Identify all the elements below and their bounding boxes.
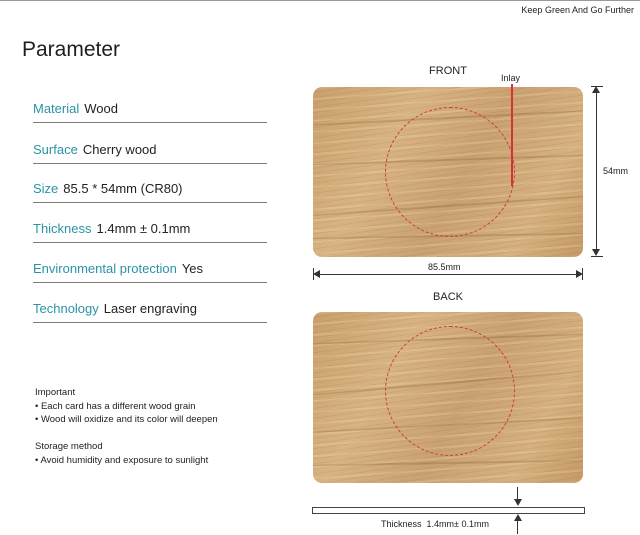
param-value: 1.4mm ± 0.1mm <box>96 221 191 236</box>
param-label: Technology <box>33 301 99 316</box>
thickness-arrow-up-icon <box>514 514 522 521</box>
param-label: Material <box>33 101 80 116</box>
inlay-label: Inlay <box>501 73 521 83</box>
back-antenna-circle <box>385 326 515 456</box>
storage-title: Storage method <box>35 441 103 452</box>
arrow-left-icon <box>313 270 320 278</box>
param-value: Cherry wood <box>82 142 157 157</box>
top-divider <box>0 0 640 1</box>
height-dimension-line <box>596 88 597 254</box>
param-label: Surface <box>33 142 78 157</box>
inlay-line <box>511 84 513 186</box>
param-label: Size <box>33 181 59 196</box>
width-label: 85.5mm <box>428 262 461 272</box>
arrow-up-icon <box>592 86 600 93</box>
arrow-down-icon <box>592 249 600 256</box>
param-technology <box>33 300 267 323</box>
param-label: Thickness <box>33 221 92 236</box>
storage-notes <box>35 440 208 467</box>
param-value: Wood <box>84 101 118 116</box>
arrow-right-icon <box>576 270 583 278</box>
front-label: FRONT <box>429 65 467 77</box>
thickness-arrow-down-icon <box>514 499 522 506</box>
height-label: 54mm <box>603 166 629 176</box>
important-item: • Each card has a different wood grain <box>35 400 196 412</box>
card-back <box>313 312 583 483</box>
important-item: • Wood will oxidize and its color will deepen <box>35 414 218 425</box>
important-notes <box>35 386 218 427</box>
param-size <box>33 180 267 203</box>
param-value: Laser engraving <box>103 301 198 316</box>
param-surface <box>33 141 267 164</box>
param-material <box>33 100 267 123</box>
param-environmental-protection <box>33 260 267 283</box>
card-edge <box>312 507 585 514</box>
page-title: Parameter <box>22 38 121 61</box>
storage-item: • Avoid humidity and exposure to sunlight <box>35 454 209 466</box>
param-value: Yes <box>181 261 204 276</box>
param-thickness <box>33 220 267 243</box>
width-dimension-line <box>315 274 581 275</box>
front-antenna-circle <box>385 107 515 237</box>
card-front <box>313 87 583 257</box>
back-label: BACK <box>433 291 463 303</box>
important-title: Important <box>35 387 76 398</box>
thickness-label: Thickness 1.4mm± 0.1mm <box>381 519 489 529</box>
slogan: Keep Green And Go Further <box>521 5 634 15</box>
param-label: Environmental protection <box>33 261 177 276</box>
param-value: 85.5 * 54mm (CR80) <box>63 181 183 196</box>
